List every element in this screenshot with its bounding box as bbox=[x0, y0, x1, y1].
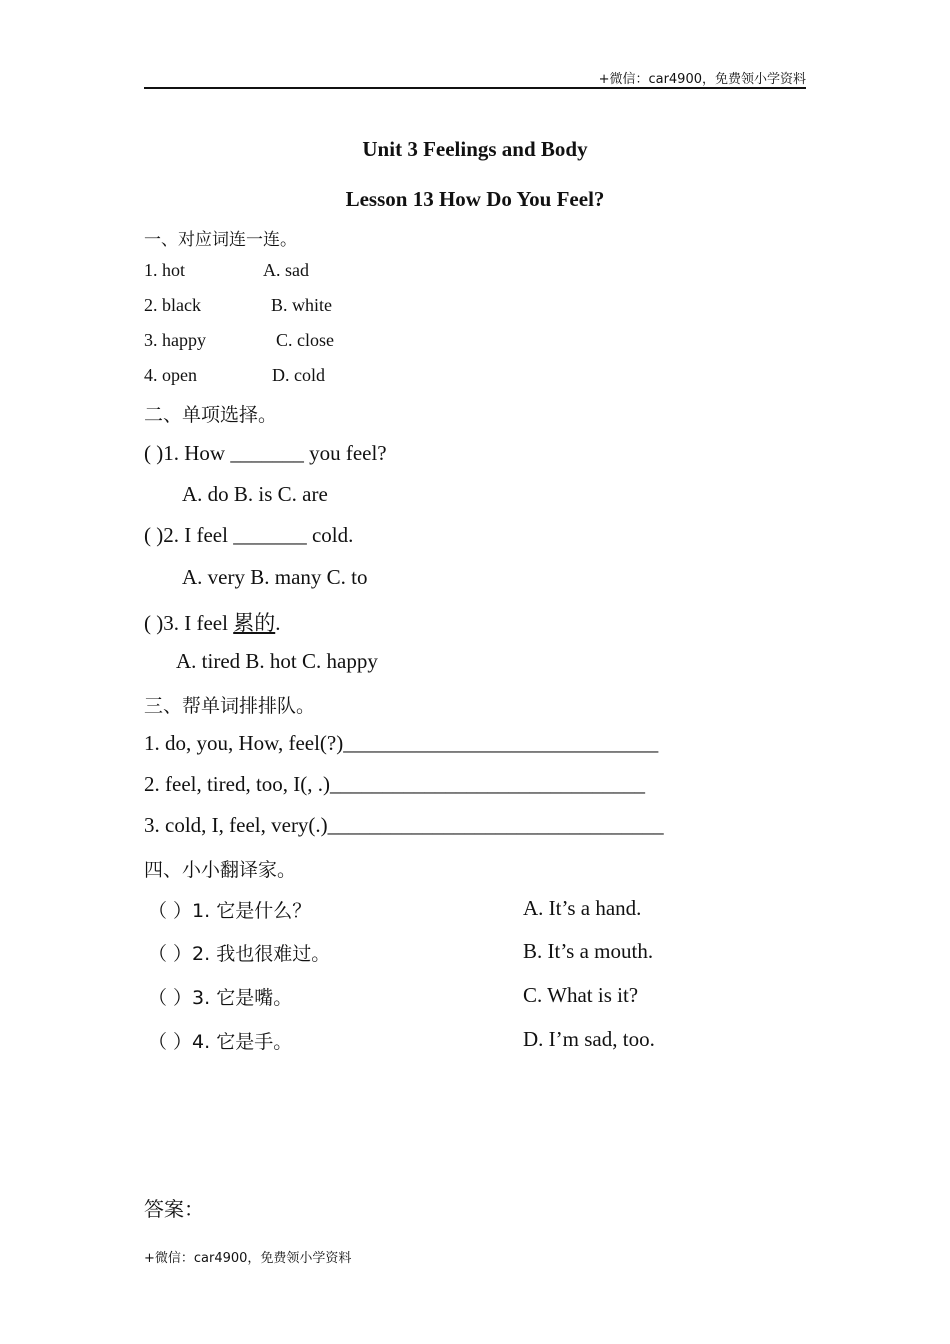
question-text: 1. How _______ you feel? bbox=[163, 441, 387, 465]
section3-heading: 三、帮单词排排队。 bbox=[144, 695, 316, 717]
underlined-word: 累的 bbox=[233, 611, 276, 635]
header-rule bbox=[144, 87, 806, 89]
answer-paren: ( ) bbox=[144, 441, 164, 465]
translate-left-1: （ ）1. 它是什么？ bbox=[148, 900, 312, 922]
match-right-1: A. sad bbox=[263, 260, 309, 280]
translate-left-4: （ ）4. 它是手。 bbox=[148, 1031, 293, 1053]
match-right-2: B. white bbox=[271, 295, 332, 315]
reorder-item-3: 3. cold, I, feel, very(.)________________________________ bbox=[144, 813, 664, 837]
match-right-4: D. cold bbox=[272, 365, 325, 385]
translate-right-3: C. What is it? bbox=[523, 983, 639, 1007]
question-punct: . bbox=[275, 611, 281, 635]
translate-right-1: A. It’s a hand. bbox=[523, 896, 642, 920]
section4-heading: 四、小小翻译家。 bbox=[144, 859, 297, 881]
choice-question-2 bbox=[144, 523, 353, 548]
choice-options-2: A. very B. many C. to bbox=[182, 565, 368, 589]
lesson-title: Lesson 13 How Do You Feel? bbox=[345, 187, 605, 211]
answer-paren: ( ) bbox=[144, 611, 164, 635]
match-left-1: 1. hot bbox=[144, 260, 186, 280]
match-left-2: 2. black bbox=[144, 295, 201, 315]
match-left-4: 4. open bbox=[144, 365, 197, 385]
choice-options-1: A. do B. is C. are bbox=[182, 482, 328, 506]
header-watermark: +微信：car4900，免费领小学资料 bbox=[598, 72, 806, 87]
section1-heading: 一、对应词连一连。 bbox=[144, 230, 297, 250]
translate-left-2: （ ）2. 我也很难过。 bbox=[148, 943, 331, 965]
translate-left-3: （ ）3. 它是嘴。 bbox=[148, 987, 293, 1009]
match-left-3: 3. happy bbox=[144, 330, 206, 350]
reorder-item-2: 2. feel, tired, too, I(, .)______________________________ bbox=[144, 772, 646, 796]
reorder-item-1: 1. do, you, How, feel(?)______________________________ bbox=[144, 731, 659, 755]
footer-watermark: +微信：car4900，免费领小学资料 bbox=[144, 1251, 352, 1266]
translate-right-4: D. I’m sad, too. bbox=[523, 1027, 655, 1051]
section2-heading: 二、单项选择。 bbox=[144, 404, 278, 426]
unit-title: Unit 3 Feelings and Body bbox=[362, 137, 588, 161]
choice-question-3 bbox=[144, 607, 280, 637]
question-text: 2. I feel _______ cold. bbox=[163, 523, 354, 547]
match-right-3: C. close bbox=[276, 330, 334, 350]
question-text: 3. I feel bbox=[163, 611, 234, 635]
choice-options-3: A. tired B. hot C. happy bbox=[176, 649, 378, 673]
choice-question-1 bbox=[144, 441, 387, 466]
translate-right-2: B. It’s a mouth. bbox=[523, 939, 654, 963]
answer-paren: ( ) bbox=[144, 523, 164, 547]
answers-heading: 答案： bbox=[144, 1197, 204, 1221]
